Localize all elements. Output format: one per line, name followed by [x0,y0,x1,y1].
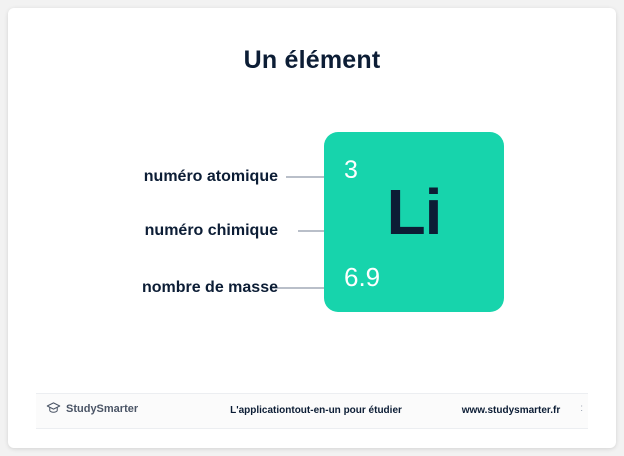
footer-bar [36,393,588,429]
footer-tagline: L'applicationtout-en-un pour étudier [230,405,402,416]
graduation-cap-icon [46,401,61,416]
leader-line-mass-number [270,287,328,289]
leader-line-atomic-number [286,176,328,178]
footer-url: www.studysmarter.fr [461,405,561,416]
element-symbol: Li [386,176,442,248]
slide-canvas [8,8,616,448]
brand-logo [46,401,138,416]
brand-name: StudySmarter [66,402,139,415]
footer-dots: : [580,403,584,414]
element-atomic-number: 3 [344,156,358,184]
label-chemical-symbol: numéro chimique [144,222,278,239]
label-atomic-number: numéro atomique [143,168,278,185]
label-mass-number: nombre de masse [141,279,278,296]
element-tile [324,132,504,312]
element-mass-number: 6.9 [344,262,381,292]
page-title: Un élément [243,46,381,74]
